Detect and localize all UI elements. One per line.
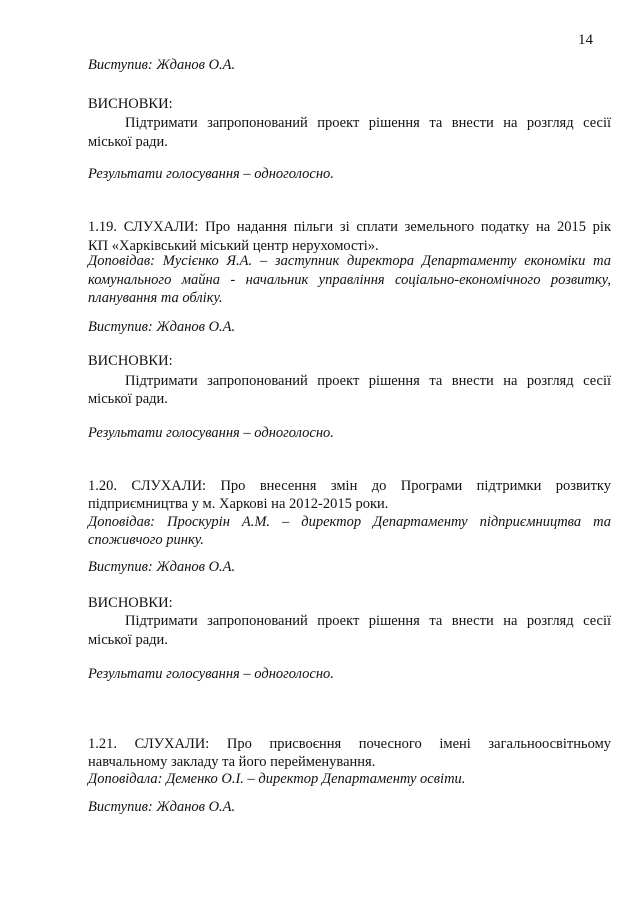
reporter-line: Доповідав: Мусієнко Я.А. – заступник директора Департаменту економіки та [88,253,611,269]
page-number: 14 [578,32,593,48]
reporter-line: Доповідав: Проскурін А.М. – директор Департаменту підприємництва та [88,514,611,530]
reporter-line: споживчого ринку. [88,532,204,548]
reporter-line: планування та обліку. [88,290,223,306]
conclusion-text: Підтримати запропонований проект рішення та внести на розгляд сесії [125,373,611,389]
conclusion-text: міської ради. [88,632,168,648]
speaker-line: Виступив: Жданов О.А. [88,799,236,815]
conclusion-heading: ВИСНОВКИ: [88,353,173,369]
conclusion-text: міської ради. [88,391,168,407]
vote-result: Результати голосування – одноголосно. [88,425,334,441]
conclusion-text: Підтримати запропонований проект рішення та внести на розгляд сесії [125,115,611,131]
reporter-line: комунального майна - начальник управління соціально-економічного розвитку, [88,272,611,288]
conclusion-text: Підтримати запропонований проект рішення та внести на розгляд сесії [125,613,611,629]
heard-item-1-19-cont: КП «Харківський міський центр нерухомості». [88,238,379,254]
heard-item-1-19: 1.19. СЛУХАЛИ: Про надання пільги зі сплати земельного податку на 2015 рік [88,219,611,235]
heard-item-1-21: 1.21. СЛУХАЛИ: Про присвоєння почесного імені загальноосвітньому [88,736,611,752]
reporter-line: Доповідала: Деменко О.І. – директор Департаменту освіти. [88,771,466,787]
conclusion-text: міської ради. [88,134,168,150]
conclusion-heading: ВИСНОВКИ: [88,96,173,112]
speaker-line: Виступив: Жданов О.А. [88,57,236,73]
vote-result: Результати голосування – одноголосно. [88,666,334,682]
heard-item-1-20: 1.20. СЛУХАЛИ: Про внесення змін до Програми підтримки розвитку [88,478,611,494]
heard-item-1-21-cont: навчальному закладу та його перейменування. [88,754,376,770]
vote-result: Результати голосування – одноголосно. [88,166,334,182]
heard-item-1-20-cont: підприємництва у м. Харкові на 2012-2015 роки. [88,496,389,512]
speaker-line: Виступив: Жданов О.А. [88,559,236,575]
speaker-line: Виступив: Жданов О.А. [88,319,236,335]
conclusion-heading: ВИСНОВКИ: [88,595,173,611]
